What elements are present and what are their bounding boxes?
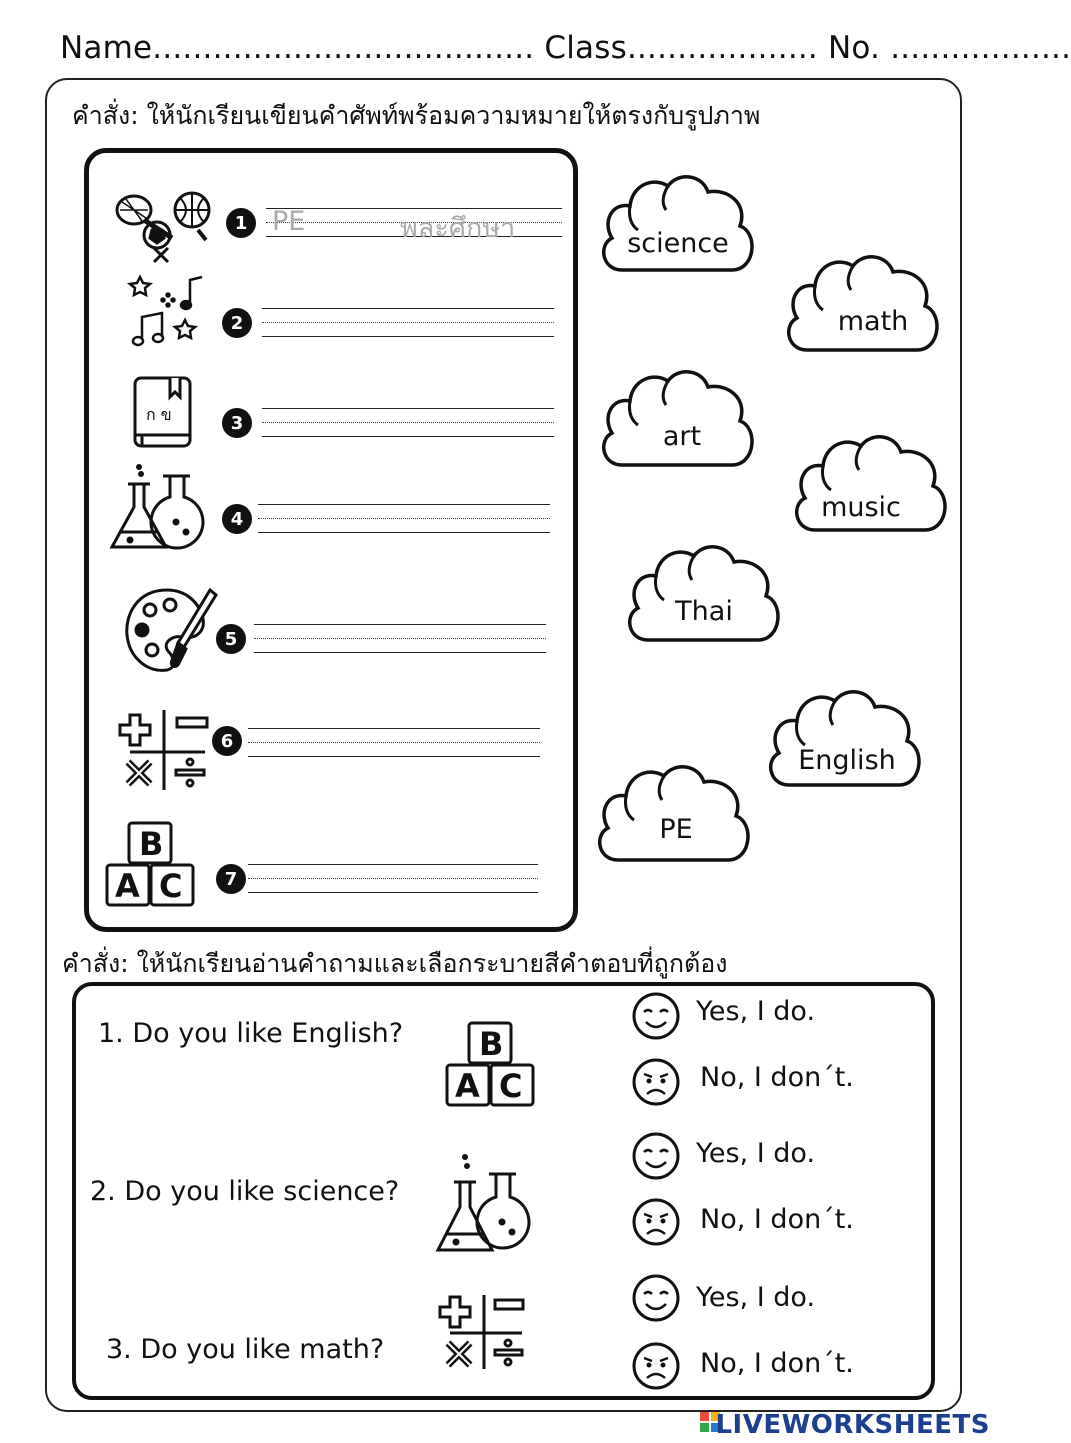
write-line-6[interactable]	[248, 756, 540, 757]
math-symbols-icon	[440, 1295, 530, 1375]
word-card-english[interactable]	[767, 685, 923, 789]
item-number-3: 3	[222, 408, 252, 438]
write-line-3[interactable]	[262, 436, 554, 437]
abc-blocks-icon	[104, 820, 196, 908]
science-flasks-icon	[108, 462, 213, 554]
question-3: 3. Do you like math?	[106, 1334, 385, 1365]
art-palette-icon	[122, 585, 217, 680]
word-pe: PE	[659, 814, 693, 845]
section1-instruction: คำสั่ง: ให้นักเรียนเขียนคำศัพท์พร้อมความหมายให้ตรงกับรูปภาพ	[72, 101, 761, 130]
answer-no-1[interactable]: No, I don´t.	[700, 1062, 854, 1093]
write-line-4[interactable]	[258, 532, 550, 533]
block-letter-a: A	[115, 867, 140, 905]
write-line-5-mid	[254, 638, 546, 639]
sad-face-icon[interactable]	[632, 1342, 682, 1392]
word-card-music[interactable]	[793, 430, 949, 534]
sad-face-icon[interactable]	[632, 1058, 682, 1108]
answer-no-2[interactable]: No, I don´t.	[700, 1204, 854, 1235]
answer-yes-3[interactable]: Yes, I do.	[696, 1282, 816, 1313]
answer-yes-1[interactable]: Yes, I do.	[696, 996, 816, 1027]
word-card-math[interactable]	[785, 250, 941, 354]
write-line-5-top	[254, 624, 546, 625]
happy-face-icon[interactable]	[632, 1272, 682, 1322]
block-letter-b: B	[139, 825, 164, 863]
write-line-3-top	[262, 408, 554, 409]
block-letter-c: C	[499, 1067, 523, 1105]
word-science: science	[627, 228, 729, 259]
class-blank[interactable]: ...................	[626, 30, 818, 66]
word-card-pe[interactable]	[596, 760, 752, 864]
item-number-6: 6	[212, 726, 242, 756]
word-card-science[interactable]	[600, 170, 756, 274]
student-info-header	[60, 30, 1071, 66]
write-line-2[interactable]	[262, 336, 554, 337]
block-letter-a: A	[455, 1067, 480, 1105]
write-line-7-mid	[248, 878, 538, 879]
write-line-2-mid	[262, 322, 554, 323]
question-1: 1. Do you like English?	[98, 1018, 404, 1049]
word-math: math	[837, 306, 909, 337]
write-line-4-mid	[258, 518, 550, 519]
item-number-2: 2	[222, 308, 252, 338]
word-thai: Thai	[675, 596, 733, 627]
write-line-2-top	[262, 308, 554, 309]
class-label: Class	[544, 30, 627, 66]
sample-answer-word: PE	[272, 206, 306, 237]
sad-face-icon[interactable]	[632, 1198, 682, 1248]
liveworksheets-logo: LIVEWORKSHEETS	[715, 1410, 990, 1440]
sports-icon	[112, 190, 212, 260]
block-letter-c: C	[159, 867, 183, 905]
word-english: English	[798, 745, 896, 776]
item-number-5: 5	[216, 624, 246, 654]
write-line-5[interactable]	[254, 652, 546, 653]
write-line-6-mid	[248, 742, 540, 743]
happy-face-icon[interactable]	[632, 1130, 682, 1180]
item-number-1: 1	[226, 208, 256, 238]
item-number-4: 4	[222, 504, 252, 534]
name-label: Name	[60, 30, 153, 66]
math-symbols-icon	[120, 710, 210, 790]
science-flasks-icon	[434, 1152, 539, 1256]
write-line-7-top	[248, 864, 538, 865]
question-2: 2. Do you like science?	[90, 1176, 400, 1207]
music-notes-icon	[130, 275, 210, 355]
number-blank[interactable]: ..................	[890, 30, 1071, 66]
sample-answer-meaning: พละศึกษา	[400, 213, 516, 244]
write-line-4-top	[258, 504, 550, 505]
number-label: No.	[828, 30, 881, 66]
answer-no-3[interactable]: No, I don´t.	[700, 1348, 854, 1379]
item-number-7: 7	[216, 864, 246, 894]
name-blank[interactable]: ......................................	[152, 30, 535, 66]
thai-book-icon	[132, 375, 194, 453]
abc-blocks-icon	[444, 1020, 536, 1110]
section2-instruction: คำสั่ง: ให้นักเรียนอ่านคำถามและเลือกระบายสีคำตอบที่ถูกต้อง	[62, 949, 728, 978]
write-line-6-top	[248, 728, 540, 729]
word-card-thai[interactable]	[626, 540, 782, 644]
block-letter-b: B	[479, 1025, 504, 1063]
answer-yes-2[interactable]: Yes, I do.	[696, 1138, 816, 1169]
word-music: music	[821, 492, 901, 523]
write-line-7[interactable]	[248, 892, 538, 893]
word-card-art[interactable]	[600, 365, 756, 469]
happy-face-icon[interactable]	[632, 990, 682, 1040]
book-text: ก ข	[146, 405, 172, 424]
write-line-3-mid	[262, 422, 554, 423]
word-art: art	[662, 421, 702, 452]
